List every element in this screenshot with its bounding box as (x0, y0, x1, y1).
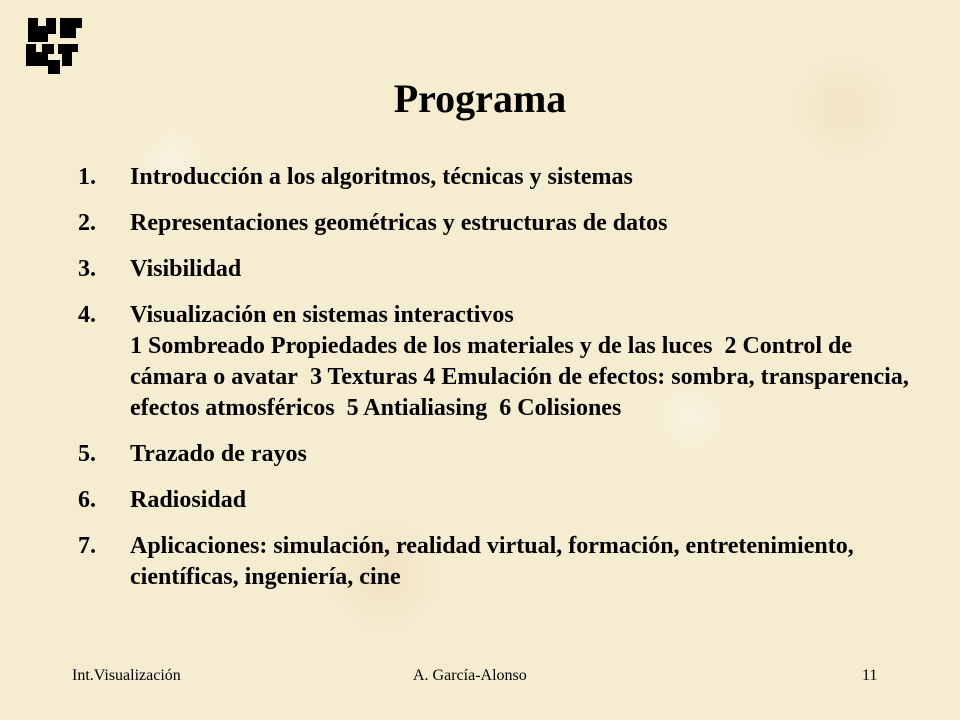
outline-text: Representaciones geométricas y estructuras de datos (130, 210, 668, 236)
outline-number: 5. (78, 441, 96, 467)
outline-item-4 (78, 300, 928, 424)
program-outline (78, 162, 928, 608)
slide-title: Programa (393, 76, 567, 121)
outline-item-3 (78, 254, 928, 285)
outline-item-6 (78, 485, 928, 516)
outline-item-7 (78, 531, 928, 593)
subitem: 1 Sombreado Propiedades de los materiales y de las luces (130, 333, 713, 359)
outline-text: Visibilidad (130, 256, 242, 282)
outline-number: 4. (78, 302, 96, 328)
outline-number: 6. (78, 487, 96, 513)
outline-item-2 (78, 208, 928, 239)
subitem: 6 Colisiones (499, 395, 622, 421)
outline-text: Introducción a los algoritmos, técnicas y sistemas (130, 164, 633, 190)
outline-number: 7. (78, 533, 96, 559)
footer-course: Int.Visualización (72, 667, 181, 684)
footer-author: A. García-Alonso (413, 667, 527, 684)
subitem: 3 Texturas (309, 364, 418, 390)
outline-body (130, 300, 928, 424)
outline-text: Visualización en sistemas interactivos (130, 302, 514, 328)
footer-page-number: 11 (862, 667, 878, 684)
outline-subitems (130, 331, 928, 424)
outline-number: 2. (78, 210, 96, 236)
subitem: 5 Antialiasing (346, 395, 488, 421)
outline-text: Radiosidad (130, 487, 247, 513)
outline-text: Aplicaciones: simulación, realidad virtual, formación, entretenimiento, científicas, ingeniería, cine (130, 533, 854, 590)
outline-item-5 (78, 439, 928, 470)
outline-number: 3. (78, 256, 96, 282)
subitem: 4 Emulación de efectos: sombra, transparencia, efectos atmosféricos (130, 364, 909, 421)
university-logo (22, 14, 88, 76)
subitem: 2 Control de cámara o avatar (130, 333, 852, 390)
outline-item-1 (78, 162, 928, 193)
outline-number: 1. (78, 164, 96, 190)
outline-text: Trazado de rayos (130, 441, 307, 467)
